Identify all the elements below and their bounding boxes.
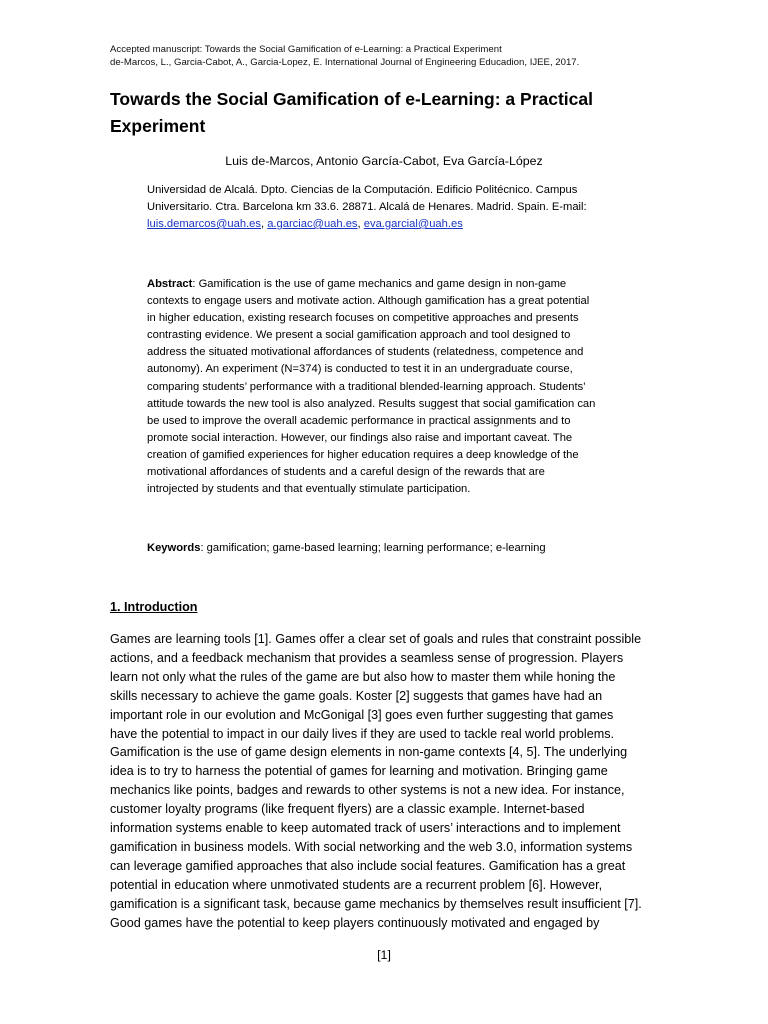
abstract-line: in higher education, existing research focuses on competitive approaches and presents xyxy=(147,312,579,325)
body-line: Good games have the potential to keep players continuously motivated and engaged by xyxy=(110,915,600,930)
body-line: customer loyalty programs (like frequent flyers) are a classic example. Internet-based xyxy=(110,802,585,817)
body-line: important role in our evolution and McGonigal [3] goes even further suggesting that games xyxy=(110,707,614,722)
affiliation-block xyxy=(147,182,637,233)
body-line: potential in education where unmotivated students are a recurrent problem [6]. However, xyxy=(110,877,603,892)
title-line-1: Towards the Social Gamification of e-Learning: a Practical xyxy=(110,89,593,109)
abstract-line: autonomy). An experiment (N=374) is conducted to test it in an undergraduate course, xyxy=(147,363,573,376)
email-link-garcial[interactable]: eva.garcial@uah.es xyxy=(363,218,463,230)
abstract-line xyxy=(147,276,637,293)
body-line: have the potential to impact in our daily lives if they are used to tackle real world problems. xyxy=(110,726,615,741)
keywords-label: Keywords xyxy=(147,542,201,554)
abstract-line: creation of gamified experiences for higher education requires a deep knowledge of the xyxy=(147,448,579,461)
abstract-line: introjected by students and that eventually stimulate participation. xyxy=(147,483,471,496)
abstract-line: be used to improve the overall academic performance in practical assignments and to xyxy=(147,414,571,427)
body-line: Games are learning tools [1]. Games offer a clear set of goals and rules that constraint possible xyxy=(110,632,642,646)
page-number: [1] xyxy=(377,948,391,962)
body-line: information systems enable to keep automated track of users’ interactions and to implement xyxy=(110,821,621,836)
body-line: Gamification is the use of game design elements in non-game contexts [4, 5]. The underlying xyxy=(110,745,628,760)
abstract-line: motivational affordances of students and a careful design of the rewards that are xyxy=(147,466,545,479)
abstract-line: comparing students’ performance with a traditional blended-learning approach. Students’ xyxy=(147,380,586,393)
body-line: learn not only what the rules of the game are but also how to master them while honing the xyxy=(110,669,616,684)
body-line: idea is to try to harness the potential of games for learning and motivation. Bringing game xyxy=(110,764,608,779)
affiliation-line-2: Universitario. Ctra. Barcelona km 33.6. 28871. Alcalá de Henares. Madrid. Spain. E-mail: xyxy=(147,201,587,213)
abstract-label: Abstract xyxy=(147,278,193,290)
section-heading-introduction: 1. Introduction xyxy=(110,600,198,614)
email-link-garciac[interactable]: a.garciac@uah.es xyxy=(267,218,358,230)
body-line: can leverage gamified approaches that also include social features. Gamification has a great xyxy=(110,858,626,873)
abstract-line-text: : Gamification is the use of game mechanics and game design in non-game xyxy=(192,278,567,290)
email-separator: , xyxy=(357,218,364,230)
body-line: gamification is a significant task, because game mechanics by themselves result insufficient [7]. xyxy=(110,896,642,911)
manuscript-header xyxy=(110,43,670,69)
email-list xyxy=(147,216,637,233)
paper-title xyxy=(110,86,670,140)
title-line-2: Experiment xyxy=(110,116,206,136)
email-separator: , xyxy=(260,218,268,230)
abstract-line: address the situated motivational affordances of students (relatedness, competence and xyxy=(147,346,584,359)
email-link-demarcos[interactable]: luis.demarcos@uah.es xyxy=(147,218,261,230)
body-line: skills necessary to achieve the game goals. Koster [2] suggests that games have had an xyxy=(110,688,603,703)
body-line: mechanics like points, badges and rewards to other systems is not a new idea. For instance, xyxy=(110,783,625,798)
abstract-line: attitude towards the new tool is also analyzed. Results suggest that social gamification can xyxy=(147,397,596,410)
keywords-line xyxy=(147,540,637,556)
abstract-line: promote social interaction. However, our findings also raise and important caveat. The xyxy=(147,431,573,444)
body-line: actions, and a feedback mechanism that provides a seamless sense of progression. Players xyxy=(110,650,624,665)
affiliation-line-1: Universidad de Alcalá. Dpto. Ciencias de la Computación. Edificio Politécnico. Campus xyxy=(147,184,578,196)
body-line: gamification in business models. With social networking and the web 3.0, information systems xyxy=(110,839,633,854)
introduction-body xyxy=(110,630,660,933)
keywords-text: : gamification; game-based learning; learning performance; e-learning xyxy=(200,542,546,554)
header-line-2: de-Marcos, L., Garcia-Cabot, A., Garcia-Lopez, E. International Journal of Engineering Educadion, IJEE, 2017. xyxy=(110,57,580,68)
abstract-block xyxy=(147,276,637,498)
header-line-1: Accepted manuscript: Towards the Social Gamification of e-Learning: a Practical Experiment xyxy=(110,44,502,55)
abstract-line: contexts to engage users and motivate action. Although gamification has a great potential xyxy=(147,295,590,308)
abstract-line: contrasting evidence. We present a social gamification approach and tool designed to xyxy=(147,329,571,342)
author-list: Luis de-Marcos, Antonio García-Cabot, Eva García-López xyxy=(225,154,543,168)
